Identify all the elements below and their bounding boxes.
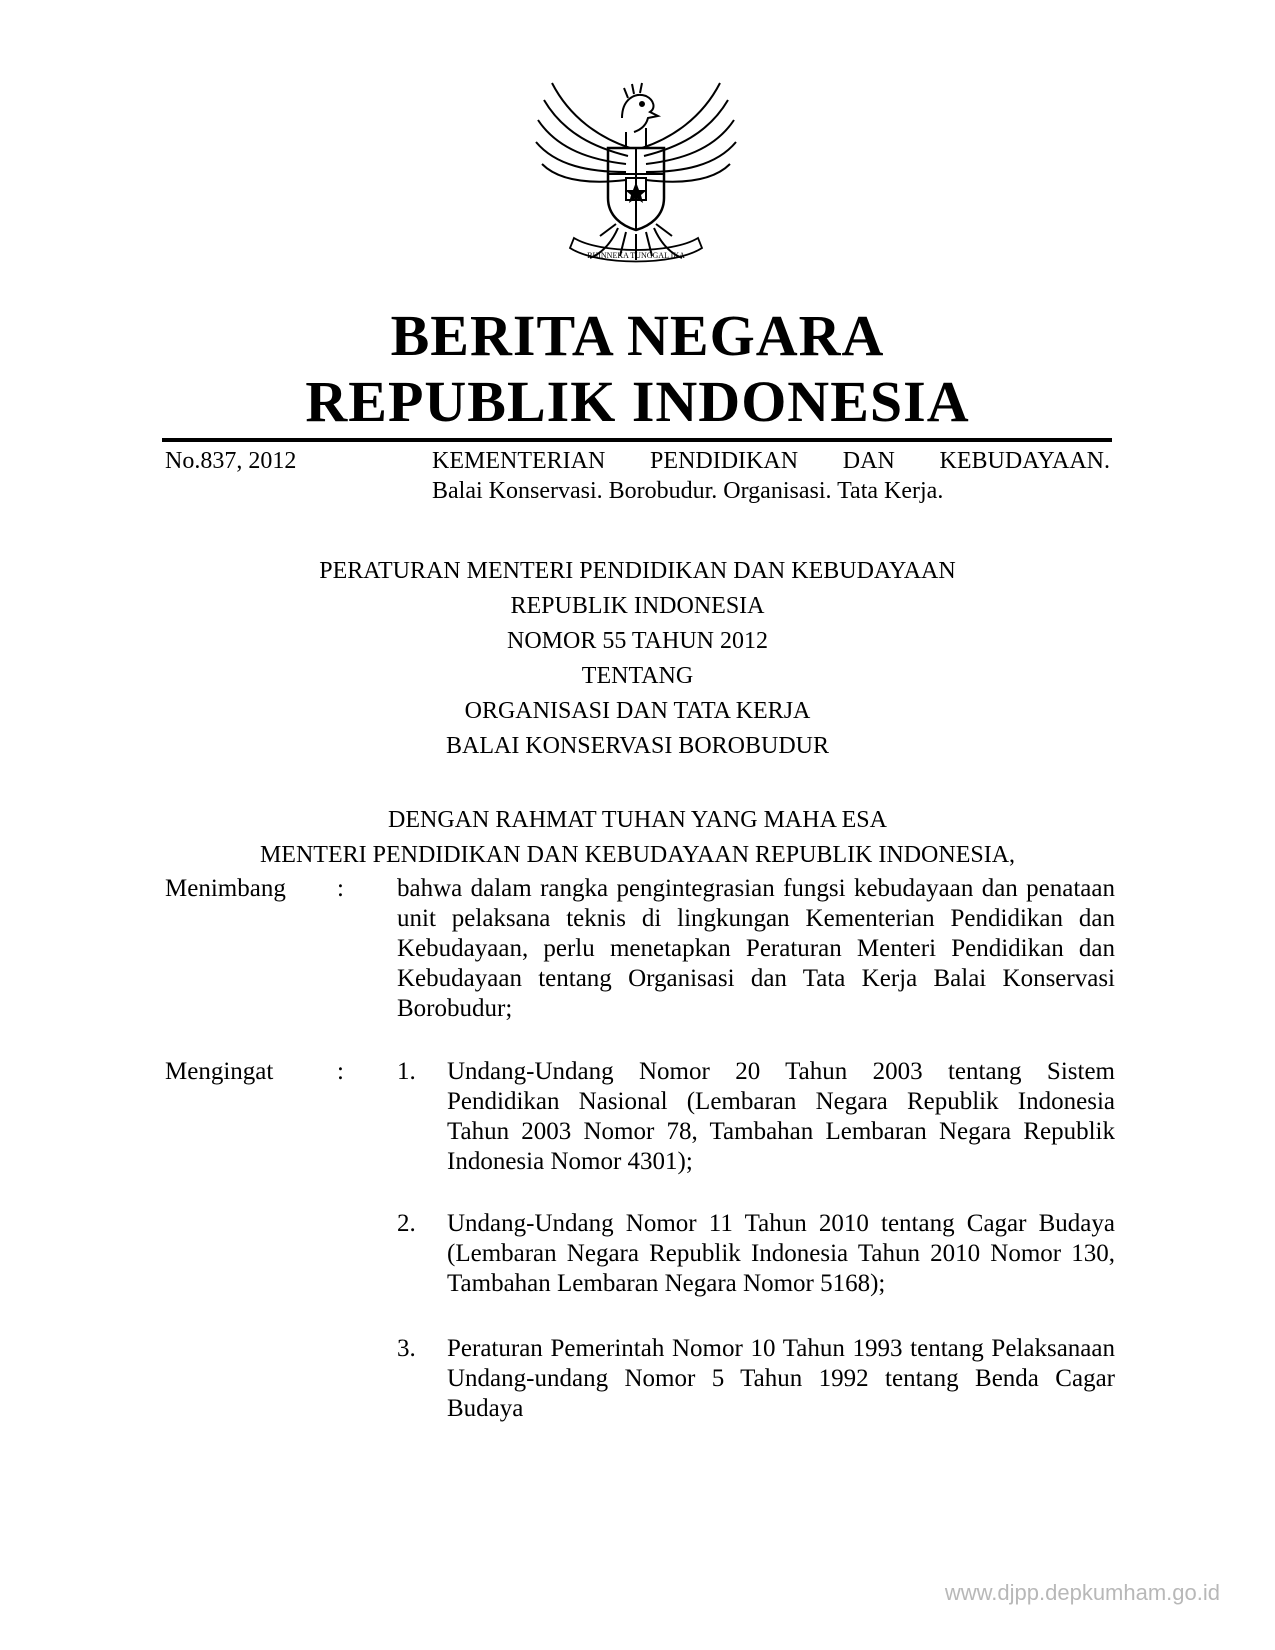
list-item-text: Peraturan Pemerintah Nomor 10 Tahun 1993 tentang Pelaksanaan Undang-undang Nomor 5 Tahun 1992 tentang Benda Cagar Budaya <box>447 1335 1115 1422</box>
list-item-text: Undang-Undang Nomor 20 Tahun 2003 tentang Sistem Pendidikan Nasional (Lembaran Negara Republik Indonesia Tahun 2003 Nomor 78, Tambahan Lembaran Negara Republik Indonesia Nomor 4301); <box>447 1058 1115 1175</box>
preamble-line: MENTERI PENDIDIKAN DAN KEBUDAYAAN REPUBLIK INDONESIA, <box>259 842 1016 868</box>
title-line: REPUBLIK INDONESIA <box>510 593 765 619</box>
title-line: BALAI KONSERVASI BOROBUDUR <box>445 733 829 759</box>
garuda-emblem-icon <box>530 78 742 278</box>
title-line: ORGANISASI DAN TATA KERJA <box>464 698 811 724</box>
list-item-number: 3. <box>397 1335 416 1362</box>
clause-label: Menimbang <box>165 875 286 902</box>
preamble <box>160 803 1115 878</box>
emblem-motto: BHINNEKA TUNGGAL IKA <box>587 251 685 260</box>
clause-colon: : <box>337 875 344 902</box>
masthead-title: BERITA NEGARA <box>390 303 885 368</box>
clause-text: bahwa dalam rangka pengintegrasian fungsi kebudayaan dan penataan unit pelaksana teknis di lingkungan Kementerian Pendidikan dan Kebudayaan, perlu menetapkan Peraturan Menteri Pendidikan dan Kebudayaan tentang Organisasi dan Tata Kerja Balai Konservasi Borobudur; <box>397 875 1115 1022</box>
title-line: NOMOR 55 TAHUN 2012 <box>507 628 768 654</box>
clause-colon: : <box>337 1058 344 1085</box>
title-line: TENTANG <box>581 663 694 689</box>
list-item-number: 1. <box>397 1058 416 1085</box>
clause-label: Mengingat <box>165 1058 274 1085</box>
title-line: PERATURAN MENTERI PENDIDIKAN DAN KEBUDAYAAN <box>319 558 956 584</box>
masthead-divider <box>162 438 1112 442</box>
preamble-line: DENGAN RAHMAT TUHAN YANG MAHA ESA <box>388 807 887 833</box>
source-watermark: www.djpp.depkumham.go.id <box>944 1580 1220 1605</box>
list-item-number: 2. <box>397 1210 416 1237</box>
list-item-text: Undang-Undang Nomor 11 Tahun 2010 tentang Cagar Budaya (Lembaran Negara Republik Indonesia Tahun 2010 Nomor 130, Tambahan Lembaran Negara Nomor 5168); <box>447 1210 1115 1297</box>
ministry-name: KEMENTERIAN PENDIDIKAN DAN KEBUDAYAAN. <box>432 448 1110 474</box>
regulation-title <box>160 554 1115 764</box>
gazette-number: No.837, 2012 <box>165 448 297 474</box>
subject-keywords: Balai Konservasi. Borobudur. Organisasi. Tata Kerja. <box>432 478 944 504</box>
masthead-subtitle: REPUBLIK INDONESIA <box>305 369 970 434</box>
